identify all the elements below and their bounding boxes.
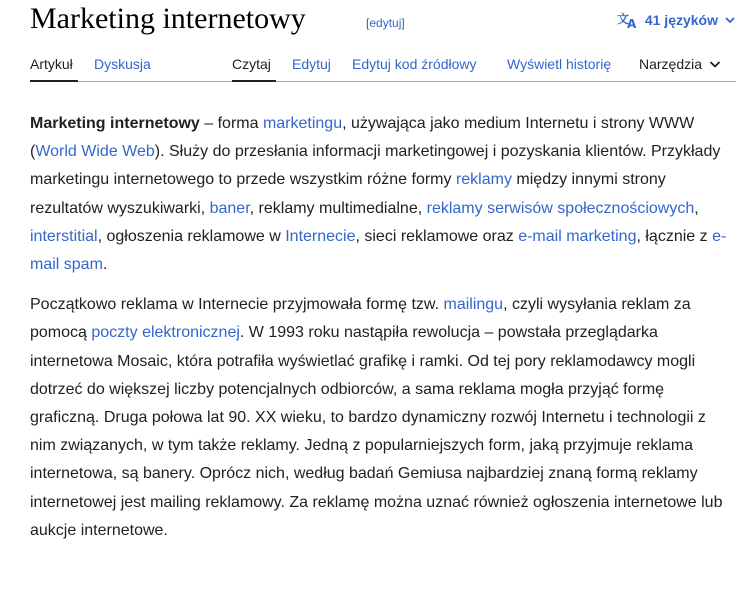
text: , czyli wysyłania reklam za pomocą	[30, 296, 691, 342]
chevron-down-icon	[724, 14, 736, 26]
link-internet[interactable]: Internecie	[285, 227, 356, 245]
section-edit	[366, 16, 405, 30]
text: , używająca jako medium Internetu i strony WWW (	[30, 115, 695, 161]
tab-edit[interactable]: Edytuj	[292, 56, 331, 72]
paragraph-intro	[30, 110, 736, 279]
svg-text:文: 文	[616, 12, 629, 26]
text: , łącznie z	[636, 227, 713, 245]
link-email[interactable]: poczty elektronicznej	[91, 324, 240, 342]
language-button[interactable]	[617, 10, 736, 30]
translate-icon	[617, 11, 639, 29]
tab-read-underline	[232, 80, 276, 82]
page-title: Marketing internetowy	[30, 2, 306, 35]
link-baner[interactable]: baner	[209, 199, 250, 217]
text: ). Służy do przesłania informacji marketingowej i pozyskania klientów. Przykłady marketingu internetowego to przede wszystkim różne formy	[30, 143, 721, 189]
text: – forma	[199, 115, 263, 132]
tools-label: Narzędzia	[639, 56, 703, 72]
tools-menu[interactable]	[639, 56, 722, 72]
tab-discussion[interactable]: Dyskusja	[94, 56, 151, 72]
link-email-spam[interactable]: e-mail spam	[30, 227, 727, 274]
text: . W 1993 roku nastąpiła rewolucja – powstała przeglądarka internetowa Mosaic, która potrafiła wyświetlać grafikę i ramki. Od tej pory reklamodawcy mogli dotrzeć do większej liczby potencjalnych odbiorców, a sama reklama mogła przyjąć formę graficzną. Druga połowa lat 90. XX wieku, to bardzo dynamiczny rozwój Internetu i technologii z nim związanych, w tym także reklamy. Jedną z popularniejszych form, jaką przyjmuje reklama internetowa, są banery. Oprócz nich, według badań Gemiusa najbardziej znaną formą reklamy internetowej jest mailing reklamowy. Za reklamę można uznać również ogłoszenia internetowe lub aukcje internetowe.	[30, 324, 723, 539]
tab-article[interactable]: Artykuł	[30, 56, 73, 72]
paragraph-history	[30, 291, 736, 545]
chevron-down-icon	[708, 57, 722, 71]
page-tabs	[30, 44, 736, 82]
link-email-marketing[interactable]: e-mail marketing	[518, 227, 637, 245]
link-mailing[interactable]: mailingu	[443, 296, 504, 314]
edit-title-link[interactable]: edytuj	[369, 16, 402, 30]
link-world-wide-web[interactable]: World Wide Web	[35, 143, 155, 161]
link-reklamy[interactable]: reklamy	[455, 171, 512, 189]
text: , reklamy multimedialne,	[249, 199, 427, 217]
text: między innymi strony rezultatów wyszukiwarki,	[30, 171, 666, 217]
page-header	[30, 0, 736, 44]
article-content	[30, 110, 736, 557]
tab-edit-source[interactable]: Edytuj kod źródłowy	[352, 56, 477, 72]
text: .	[102, 256, 108, 274]
link-marketing[interactable]: marketingu	[262, 115, 343, 132]
link-interstitial[interactable]: interstitial	[30, 227, 98, 245]
tab-read[interactable]: Czytaj	[232, 56, 271, 72]
text: ,	[694, 199, 699, 217]
languages-count: 41 języków	[644, 12, 718, 28]
edit-bracket-close: ]	[401, 16, 405, 30]
link-social-ads[interactable]: reklamy serwisów społecznościowych	[426, 199, 695, 217]
article-subject: Marketing internetowy	[30, 115, 200, 132]
tab-history[interactable]: Wyświetl historię	[507, 56, 612, 72]
svg-text:A: A	[626, 17, 637, 29]
tab-article-underline	[30, 80, 78, 82]
text: , sieci reklamowe oraz	[355, 227, 519, 245]
text: Początkowo reklama w Internecie przyjmowała formę tzw.	[30, 296, 444, 314]
edit-bracket-open: [	[366, 16, 370, 30]
text: , ogłoszenia reklamowe w	[97, 227, 286, 245]
